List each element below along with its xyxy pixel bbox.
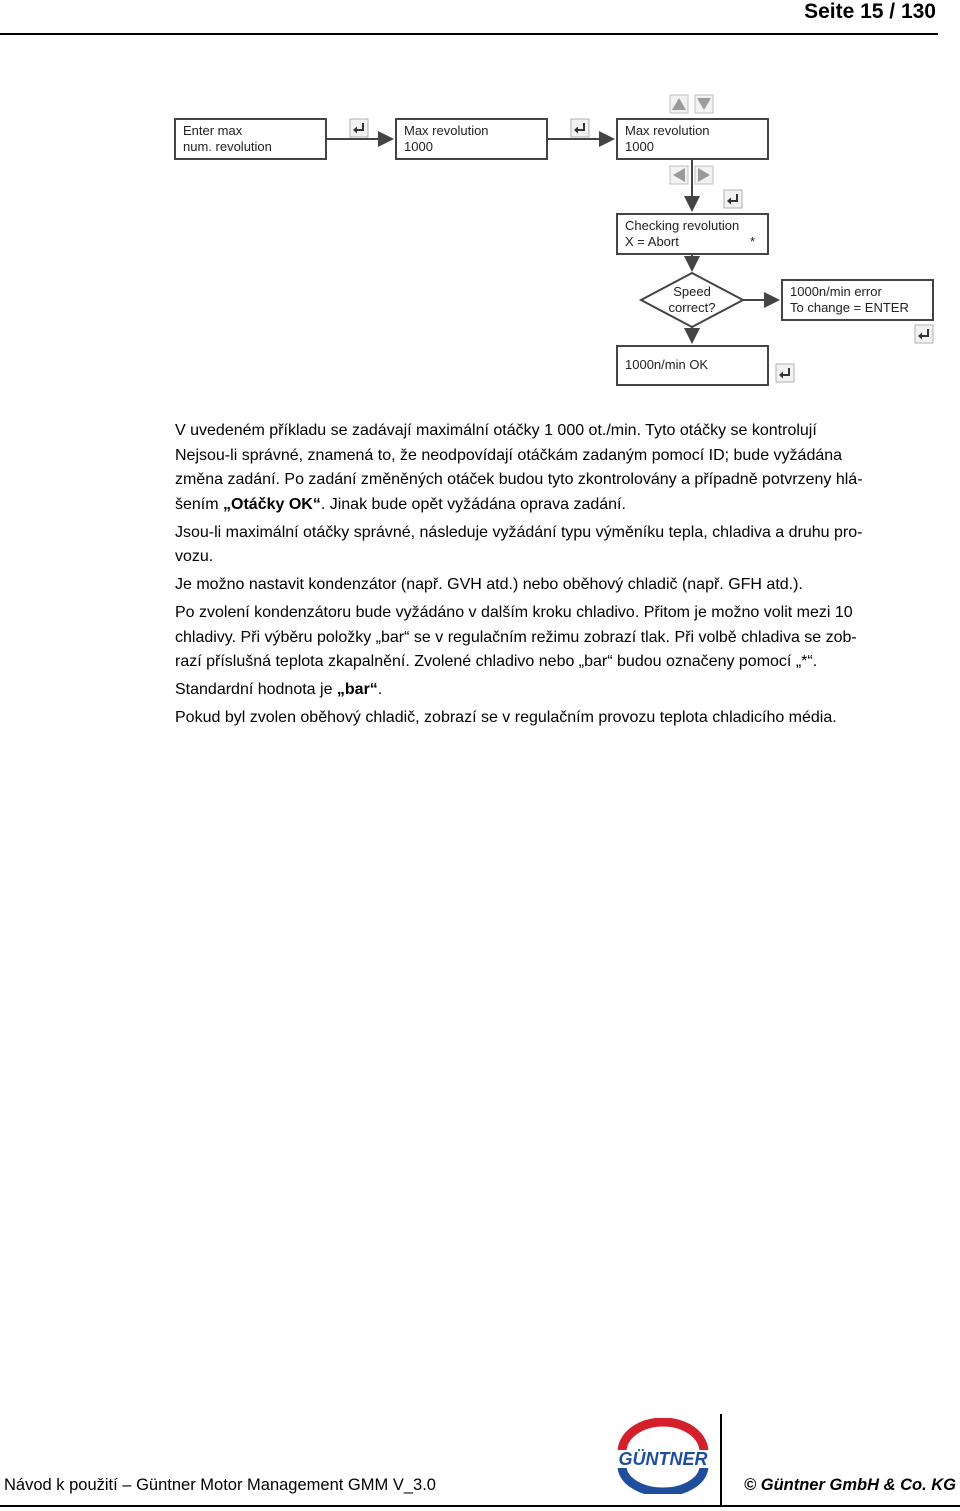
max-rev-1-value: 1000 <box>404 139 433 154</box>
text-line: Pokud byl zvolen oběhový chladič, zobrazí se v regulačním provozu teplota chladicího média. <box>175 709 837 726</box>
guntner-logo <box>612 1418 714 1494</box>
max-rev-2-value: 1000 <box>625 139 654 154</box>
enter-key-icon <box>915 325 933 343</box>
text-line: Nejsou-li správné, znamená to, že neodpovídají otáčkám zadaným pomocí ID; bude vyžádána <box>175 446 843 464</box>
body-text <box>175 419 927 734</box>
flow-diagram <box>0 0 960 400</box>
text-line: . Jinak bude opět vyžádána oprava zadání. <box>320 495 626 513</box>
footer-vertical-divider <box>720 1414 722 1507</box>
max-rev-2-label: Max revolution <box>625 123 710 138</box>
max-revolution-box-1 <box>396 119 547 159</box>
error-box <box>782 280 933 320</box>
text-line: . <box>377 681 383 698</box>
paragraph-2 <box>175 521 927 570</box>
text-line: šením <box>175 495 224 513</box>
ok-line: 1000n/min OK <box>625 357 709 372</box>
text-line: změna zadání. Po zadání změněných otáček budou tyto zkontrolovány a případně potvrzeny hlá- <box>175 471 863 488</box>
enter-max-line2: num. revolution <box>183 139 272 154</box>
max-revolution-box-2 <box>617 119 768 159</box>
checking-line2: X = Abort <box>625 234 679 249</box>
arrow-down-icon <box>695 95 713 113</box>
arrow-right-icon <box>695 166 713 184</box>
paragraph-4 <box>175 601 927 675</box>
logo-text: GÜNTNER <box>618 1449 708 1469</box>
footer-document-title: Návod k použití – Güntner Motor Management GMM V_3.0 <box>4 1476 436 1494</box>
paragraph-3 <box>175 573 927 598</box>
enter-key-icon <box>350 119 368 137</box>
paragraph-1 <box>175 419 927 517</box>
emphasis: „Otáčky OK“ <box>223 495 321 513</box>
footer-divider <box>0 1505 960 1507</box>
text-line: vozu. <box>175 548 214 565</box>
error-line2: To change = ENTER <box>790 300 909 315</box>
selected-marker: * <box>750 234 756 249</box>
enter-key-icon <box>571 119 589 137</box>
text-line: Je možno nastavit kondenzátor (např. GVH atd.) nebo oběhový chladič (např. GFH atd.). <box>175 576 803 593</box>
text-line: Jsou-li maximální otáčky správné, následuje vyžádání typu výměníku tepla, chladiva a druhu pro- <box>175 523 863 541</box>
paragraph-6 <box>175 706 927 731</box>
arrow-up-icon <box>670 95 688 113</box>
text-line: razí příslušná teplota zkapalnění. Zvolené chladivo nebo „bar“ budou označeny pomocí „*“. <box>175 653 818 670</box>
footer-copyright: © Güntner GmbH & Co. KG <box>744 1476 956 1494</box>
max-rev-1-label: Max revolution <box>404 123 489 138</box>
error-line1: 1000n/min error <box>790 284 882 299</box>
enter-key-icon <box>724 190 742 208</box>
ok-box <box>617 346 768 385</box>
emphasis: „bar“ <box>336 681 378 698</box>
text-line: Po zvolení kondenzátoru bude vyžádáno v dalším kroku chladivo. Přitom je možno volit mezi 10 <box>175 604 853 621</box>
enter-key-icon <box>776 364 794 382</box>
checking-line1: Checking revolution <box>625 218 740 233</box>
text-line: Standardní hodnota je <box>175 681 337 698</box>
enter-max-box <box>175 119 326 159</box>
decision-line1: Speed <box>673 284 711 299</box>
checking-revolution-box <box>617 214 768 254</box>
paragraph-5 <box>175 678 927 703</box>
enter-max-line1: Enter max <box>183 123 243 138</box>
page-number: Seite 15 / 130 <box>804 0 936 23</box>
decision-line2: correct? <box>668 300 716 315</box>
arrow-left-icon <box>670 166 688 184</box>
text-line: chladivy. Při výběru položky „bar“ se v regulačním režimu zobrazí tlak. Při volbě chladiva se zob- <box>175 628 857 646</box>
text-line: V uvedeném příkladu se zadávají maximální otáčky 1 000 ot./min. Tyto otáčky se kontrolují <box>175 422 817 439</box>
speed-correct-decision <box>641 273 743 327</box>
